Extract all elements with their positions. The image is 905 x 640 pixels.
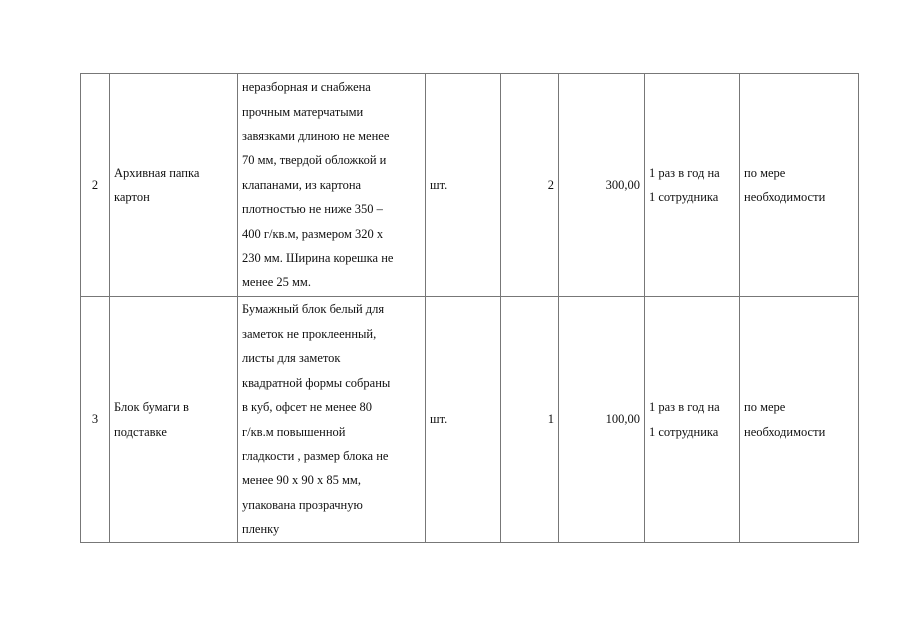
- item-frequency: [645, 74, 740, 297]
- item-name: [110, 74, 238, 297]
- item-description: [238, 297, 426, 543]
- description-line: листы для заметок: [242, 351, 341, 366]
- item-name-line: Архивная папка: [114, 165, 200, 180]
- frequency-line: 1 раз в год на: [649, 165, 720, 180]
- description-line: гладкости , размер блока не: [242, 448, 389, 463]
- description-line: неразборная и снабжена: [242, 80, 371, 95]
- description-line: менее 25 мм.: [242, 275, 311, 290]
- description-line: 230 мм. Ширина корешка не: [242, 251, 394, 266]
- item-term: [740, 74, 859, 297]
- item-unit: [426, 74, 501, 297]
- description-line: менее 90 х 90 х 85 мм,: [242, 473, 361, 488]
- item-name-line: картон: [114, 190, 150, 204]
- description-line: заметок не проклеенный,: [242, 326, 377, 341]
- term-line: по мере: [744, 400, 786, 415]
- description-line: Бумажный блок белый для: [242, 302, 385, 317]
- table-row: [81, 74, 859, 297]
- table-row: [81, 297, 859, 543]
- item-quantity: [501, 74, 559, 297]
- quantity-text: 2: [547, 177, 554, 192]
- description-line: в куб, офсет не менее 80: [242, 400, 373, 415]
- item-quantity: [501, 297, 559, 543]
- frequency-line: 1 сотрудника: [649, 424, 719, 439]
- description-line: завязками длиною не менее: [242, 128, 390, 143]
- item-name-line: подставке: [114, 424, 167, 439]
- unit-text: шт.: [430, 412, 448, 427]
- description-line: плотностью не ниже 350 –: [242, 202, 383, 217]
- item-unit: [426, 297, 501, 543]
- term-line: необходимости: [744, 424, 826, 439]
- quantity-text: 1: [547, 412, 554, 427]
- description-line: упакована прозрачную: [242, 497, 363, 512]
- description-line: 70 мм, твердой обложкой и: [242, 153, 387, 168]
- term-line: необходимости: [744, 190, 826, 204]
- item-price: [559, 74, 645, 297]
- row-number-text: 2: [91, 177, 99, 192]
- specification-table: [80, 73, 859, 543]
- item-price: [559, 297, 645, 543]
- description-line: прочным матерчатыми: [242, 104, 364, 119]
- item-name-line: Блок бумаги в: [114, 400, 189, 415]
- item-name: [110, 297, 238, 543]
- row-number-text: 3: [91, 412, 99, 427]
- price-text: 100,00: [605, 412, 640, 427]
- item-frequency: [645, 297, 740, 543]
- term-line: по мере: [744, 165, 786, 180]
- frequency-line: 1 раз в год на: [649, 400, 720, 415]
- description-line: квадратной формы собраны: [242, 375, 391, 390]
- item-term: [740, 297, 859, 543]
- description-line: 400 г/кв.м, размером 320 х: [242, 226, 384, 241]
- description-line: клапанами, из картона: [242, 177, 362, 192]
- description-line: пленку: [242, 522, 280, 537]
- row-number: [81, 74, 110, 297]
- unit-text: шт.: [430, 177, 448, 192]
- frequency-line: 1 сотрудника: [649, 190, 719, 204]
- item-description: [238, 74, 426, 297]
- price-text: 300,00: [605, 177, 640, 192]
- row-number: [81, 297, 110, 543]
- description-line: г/кв.м повышенной: [242, 424, 346, 439]
